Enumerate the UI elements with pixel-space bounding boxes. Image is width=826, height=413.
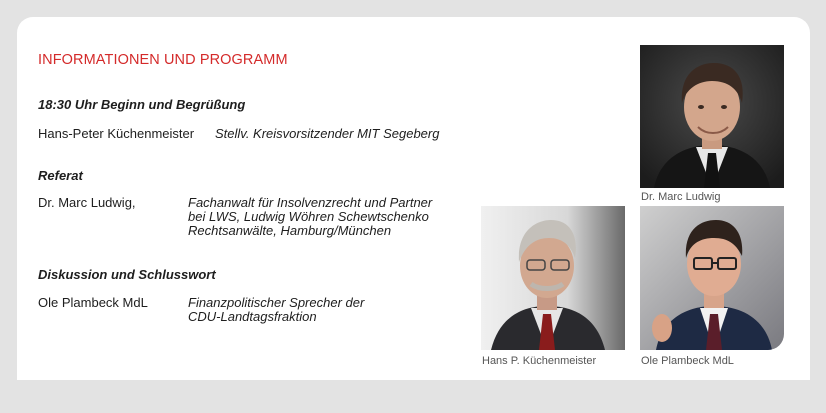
photo-caption-plambeck: Ole Plambeck MdL [641,355,734,367]
role-line: Stellv. Kreisvorsitzender MIT Segeberg [215,126,440,141]
portrait-photo-kuechenmeister [481,206,625,350]
person-name-kuechenmeister: Hans-Peter Küchenmeister [38,126,195,141]
person-name-plambeck: Ole Plambeck MdL [38,295,148,310]
role-line: Finanzpolitischer Sprecher der [188,295,365,310]
role-line: CDU-Landtagsfraktion [188,309,317,324]
photo-caption-ludwig: Dr. Marc Ludwig [641,191,721,203]
person-role-plambeck [188,296,364,324]
person-name-ludwig: Dr. Marc Ludwig, [38,195,136,210]
person-role-kuechenmeister [215,127,439,141]
portrait-photo-ludwig [640,45,784,188]
photo-caption-kuechenmeister: Hans P. Küchenmeister [482,355,597,367]
role-line: Rechtsanwälte, Hamburg/München [188,223,392,238]
person-role-ludwig [188,196,432,238]
section-title-welcome: 18:30 Uhr Beginn und Begrüßung [38,97,246,112]
portrait-photo-plambeck [640,206,784,350]
role-line: bei LWS, Ludwig Wöhren Schewtschenko [188,209,429,224]
role-line: Fachanwalt für Insolvenzrecht und Partner [188,195,433,210]
section-title-discussion: Diskussion und Schlusswort [38,267,216,282]
section-title-referat: Referat [38,168,83,183]
program-heading: INFORMATIONEN UND PROGRAMM [38,52,288,68]
